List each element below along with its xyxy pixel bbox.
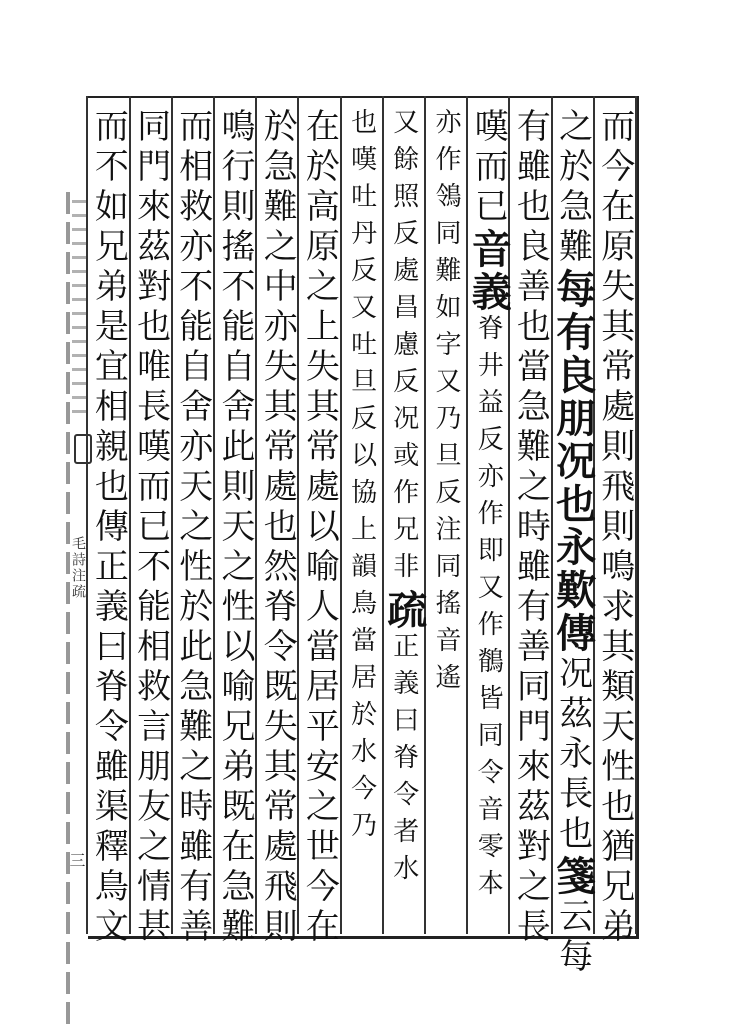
main-text: 鳴行則搖不能自舍此則天之性以喻兄弟既在急難 xyxy=(215,108,255,948)
commentary-text: 正義曰脊令者水 xyxy=(388,632,419,891)
main-text: 之於急難 xyxy=(552,108,593,268)
commentary-text: 又餘照反處昌慮反况或作兄非 xyxy=(388,108,419,589)
margin-page-number: 三 xyxy=(67,852,86,868)
main-text: 同門來茲對也唯長嘆而已不能相救言朋友之情甚 xyxy=(130,108,171,948)
heading-marker: 音義 xyxy=(465,228,513,314)
main-text: 在於高原之上失其常處以喻人當居平安之世今在 xyxy=(299,108,340,948)
main-text: 嘆而已 xyxy=(468,108,509,228)
main-text: 而今在原失其常處則飛則鳴求其類天性也猶兄弟 xyxy=(594,108,635,948)
commentary-text: 脊井益反亦作即又作鶺皆同令音零本 xyxy=(473,314,504,906)
margin-book-title: 毛詩注疏 xyxy=(70,536,86,600)
heading-marker: 箋 xyxy=(549,855,597,898)
commentary-text: 亦作鴒同難如字又乃旦反注同搖音遙 xyxy=(431,108,461,700)
text-column xyxy=(82,108,134,948)
page-margin xyxy=(0,96,88,934)
main-text: 况茲永長也 xyxy=(552,655,593,855)
binding-edge xyxy=(66,192,70,1030)
heading-marker: 每有良朋况也永歎 xyxy=(549,268,597,612)
main-text: 有雖也良善也當急難之時雖有善同門來茲對之長 xyxy=(510,108,551,948)
main-text: 云每 xyxy=(552,898,593,978)
commentary-text: 鳥當居於水今乃 xyxy=(346,589,377,848)
commentary-text: 也嘆吐丹反又吐旦反以協上韻 xyxy=(346,108,377,589)
main-text: 而不如兄弟是宜相親也傳正義曰脊令雖渠釋鳥文 xyxy=(88,108,129,948)
main-text: 於急難之中亦失其常處也然脊令既失其常處飛則 xyxy=(257,108,298,948)
heading-marker: 傳 xyxy=(549,612,597,655)
heading-marker: 疏 xyxy=(380,589,428,632)
main-text: 而相救亦不能自舍亦天之性於此急難之時雖有善 xyxy=(172,108,213,948)
